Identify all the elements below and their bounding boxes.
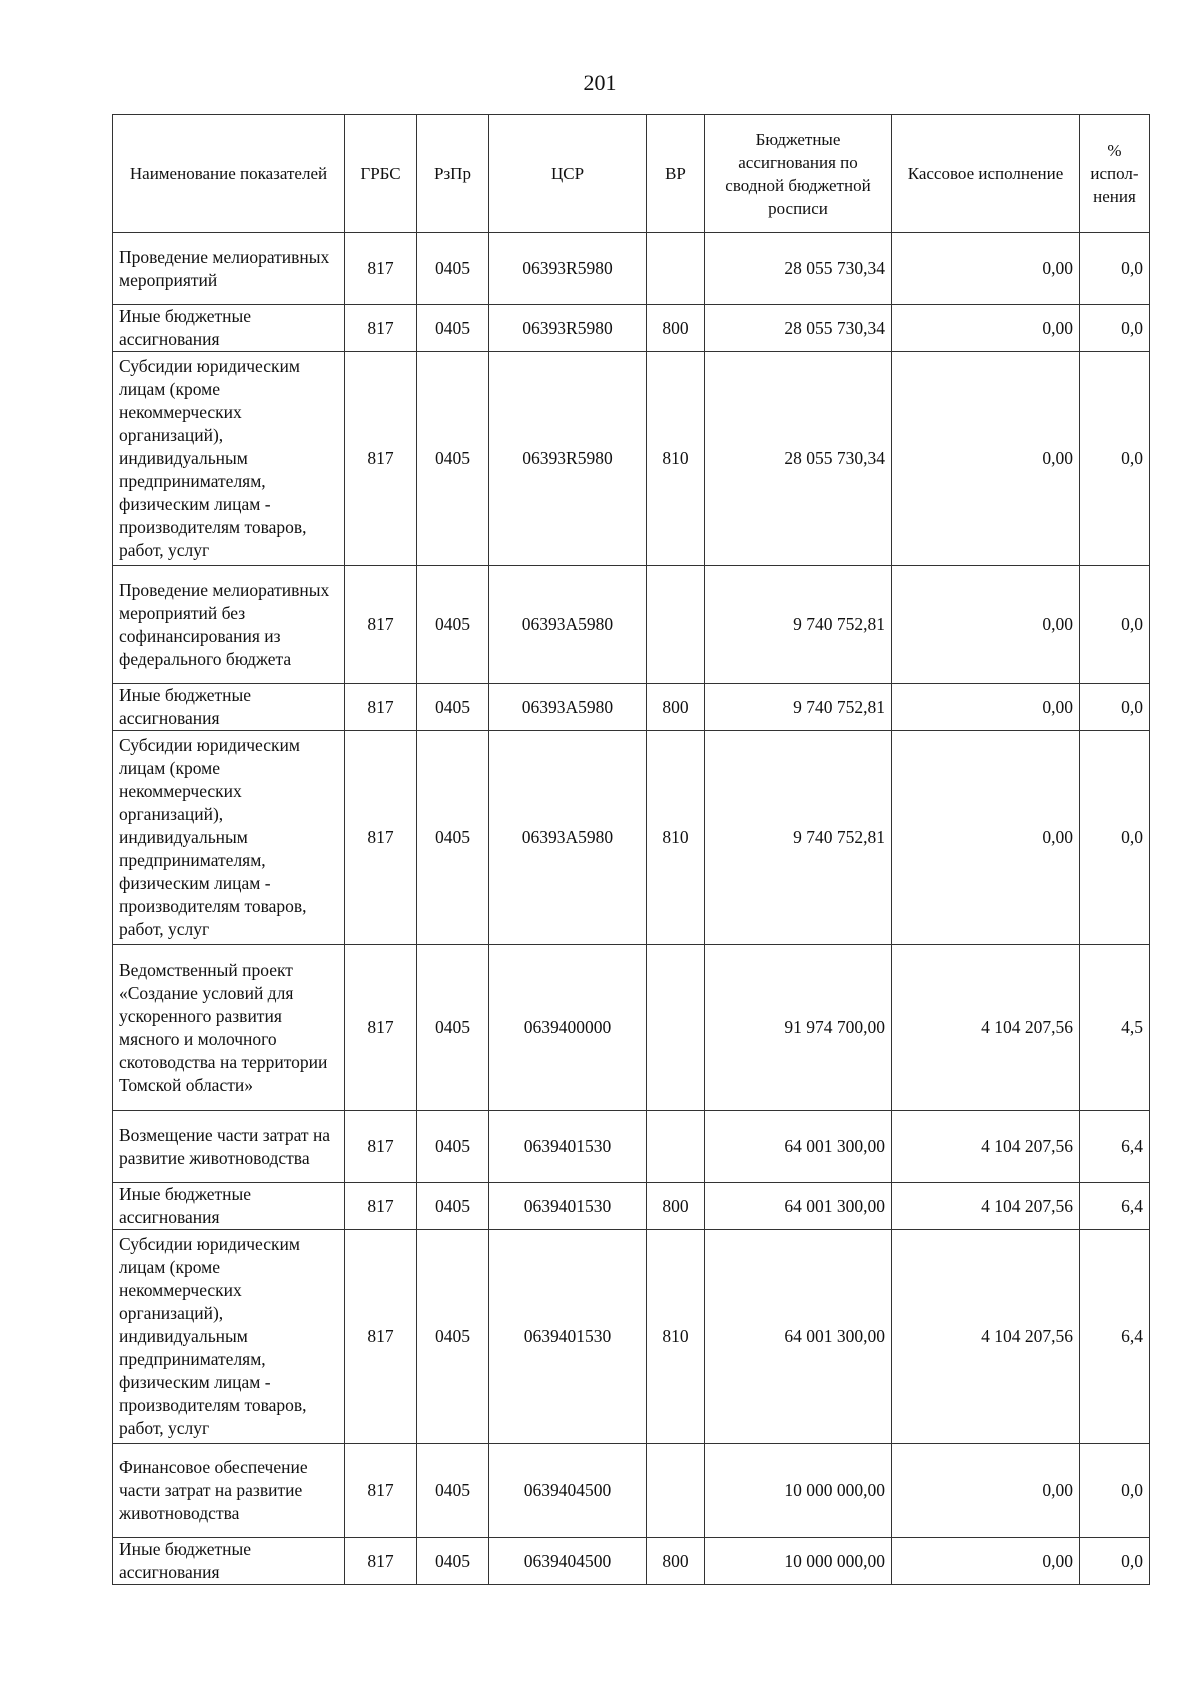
cell-rzpr: 0405 xyxy=(417,945,489,1111)
cell-csr: 0639404500 xyxy=(489,1538,647,1585)
cell-budget: 9 740 752,81 xyxy=(705,566,892,684)
cell-grbs: 817 xyxy=(345,1538,417,1585)
table-row xyxy=(113,305,1150,352)
cell-cash: 0,00 xyxy=(892,731,1080,945)
cell-csr: 0639401530 xyxy=(489,1230,647,1444)
table-row xyxy=(113,1183,1150,1230)
cell-grbs: 817 xyxy=(345,566,417,684)
cell-grbs: 817 xyxy=(345,1111,417,1183)
cell-percent: 0,0 xyxy=(1080,1538,1150,1585)
header-cash: Кассовое исполнение xyxy=(892,115,1080,233)
cell-budget: 64 001 300,00 xyxy=(705,1230,892,1444)
cell-budget: 28 055 730,34 xyxy=(705,233,892,305)
cell-budget: 10 000 000,00 xyxy=(705,1538,892,1585)
header-percent: % испол-нения xyxy=(1080,115,1150,233)
cell-csr: 06393A5980 xyxy=(489,684,647,731)
cell-vr xyxy=(647,945,705,1111)
cell-name: Иные бюджетные ассигнования xyxy=(113,684,345,731)
cell-percent: 6,4 xyxy=(1080,1230,1150,1444)
cell-rzpr: 0405 xyxy=(417,233,489,305)
cell-vr: 800 xyxy=(647,684,705,731)
cell-cash: 0,00 xyxy=(892,1538,1080,1585)
cell-vr xyxy=(647,233,705,305)
cell-vr: 810 xyxy=(647,731,705,945)
cell-percent: 0,0 xyxy=(1080,731,1150,945)
cell-percent: 6,4 xyxy=(1080,1183,1150,1230)
cell-rzpr: 0405 xyxy=(417,1183,489,1230)
table-row xyxy=(113,1444,1150,1538)
budget-execution-table xyxy=(112,114,1150,1585)
table-row xyxy=(113,1538,1150,1585)
cell-cash: 4 104 207,56 xyxy=(892,1111,1080,1183)
cell-cash: 0,00 xyxy=(892,684,1080,731)
cell-budget: 10 000 000,00 xyxy=(705,1444,892,1538)
cell-grbs: 817 xyxy=(345,1230,417,1444)
cell-percent: 0,0 xyxy=(1080,305,1150,352)
cell-vr: 800 xyxy=(647,305,705,352)
cell-rzpr: 0405 xyxy=(417,731,489,945)
table-row xyxy=(113,566,1150,684)
cell-name: Ведомственный проект «Создание условий для ускоренного развития мясного и молочного скотоводства на территории Томской области» xyxy=(113,945,345,1111)
cell-name: Субсидии юридическим лицам (кроме некоммерческих организаций), индивидуальным предпринимателям, физическим лицам - производителям товаров, работ, услуг xyxy=(113,1230,345,1444)
cell-rzpr: 0405 xyxy=(417,1538,489,1585)
cell-name: Проведение мелиоративных мероприятий xyxy=(113,233,345,305)
header-rzpr: РзПр xyxy=(417,115,489,233)
table-row xyxy=(113,1230,1150,1444)
cell-rzpr: 0405 xyxy=(417,1444,489,1538)
header-grbs: ГРБС xyxy=(345,115,417,233)
cell-rzpr: 0405 xyxy=(417,352,489,566)
cell-grbs: 817 xyxy=(345,731,417,945)
cell-grbs: 817 xyxy=(345,1444,417,1538)
cell-budget: 28 055 730,34 xyxy=(705,352,892,566)
table-row xyxy=(113,684,1150,731)
cell-budget: 64 001 300,00 xyxy=(705,1183,892,1230)
cell-grbs: 817 xyxy=(345,1183,417,1230)
cell-name: Возмещение части затрат на развитие животноводства xyxy=(113,1111,345,1183)
cell-vr xyxy=(647,1111,705,1183)
cell-cash: 0,00 xyxy=(892,305,1080,352)
header-csr: ЦСР xyxy=(489,115,647,233)
table-row xyxy=(113,945,1150,1111)
table-row xyxy=(113,731,1150,945)
cell-cash: 0,00 xyxy=(892,352,1080,566)
cell-name: Финансовое обеспечение части затрат на развитие животноводства xyxy=(113,1444,345,1538)
cell-grbs: 817 xyxy=(345,305,417,352)
cell-vr: 800 xyxy=(647,1538,705,1585)
cell-grbs: 817 xyxy=(345,352,417,566)
cell-csr: 0639404500 xyxy=(489,1444,647,1538)
cell-percent: 4,5 xyxy=(1080,945,1150,1111)
cell-csr: 0639401530 xyxy=(489,1183,647,1230)
cell-percent: 0,0 xyxy=(1080,352,1150,566)
cell-name: Проведение мелиоративных мероприятий без софинансирования из федерального бюджета xyxy=(113,566,345,684)
table-body xyxy=(113,233,1150,1585)
cell-grbs: 817 xyxy=(345,945,417,1111)
cell-percent: 0,0 xyxy=(1080,1444,1150,1538)
cell-cash: 0,00 xyxy=(892,1444,1080,1538)
cell-percent: 0,0 xyxy=(1080,233,1150,305)
cell-grbs: 817 xyxy=(345,233,417,305)
page-number: 201 xyxy=(583,70,617,95)
cell-vr xyxy=(647,566,705,684)
cell-csr: 06393A5980 xyxy=(489,566,647,684)
cell-cash: 4 104 207,56 xyxy=(892,1183,1080,1230)
cell-csr: 0639401530 xyxy=(489,1111,647,1183)
cell-vr xyxy=(647,1444,705,1538)
cell-cash: 4 104 207,56 xyxy=(892,945,1080,1111)
cell-percent: 6,4 xyxy=(1080,1111,1150,1183)
cell-rzpr: 0405 xyxy=(417,684,489,731)
cell-vr: 810 xyxy=(647,1230,705,1444)
cell-csr: 06393R5980 xyxy=(489,352,647,566)
cell-csr: 0639400000 xyxy=(489,945,647,1111)
cell-budget: 28 055 730,34 xyxy=(705,305,892,352)
cell-budget: 9 740 752,81 xyxy=(705,684,892,731)
cell-vr: 800 xyxy=(647,1183,705,1230)
cell-name: Иные бюджетные ассигнования xyxy=(113,1538,345,1585)
cell-percent: 0,0 xyxy=(1080,684,1150,731)
cell-cash: 0,00 xyxy=(892,233,1080,305)
header-vr: ВР xyxy=(647,115,705,233)
table-row xyxy=(113,233,1150,305)
cell-budget: 91 974 700,00 xyxy=(705,945,892,1111)
cell-budget: 9 740 752,81 xyxy=(705,731,892,945)
header-budget: Бюджетные ассигнования по сводной бюджетной росписи xyxy=(705,115,892,233)
cell-csr: 06393R5980 xyxy=(489,233,647,305)
cell-percent: 0,0 xyxy=(1080,566,1150,684)
cell-csr: 06393R5980 xyxy=(489,305,647,352)
cell-budget: 64 001 300,00 xyxy=(705,1111,892,1183)
cell-name: Иные бюджетные ассигнования xyxy=(113,305,345,352)
cell-grbs: 817 xyxy=(345,684,417,731)
cell-rzpr: 0405 xyxy=(417,566,489,684)
cell-cash: 0,00 xyxy=(892,566,1080,684)
table-header-row xyxy=(113,115,1150,233)
header-name: Наименование показателей xyxy=(113,115,345,233)
cell-cash: 4 104 207,56 xyxy=(892,1230,1080,1444)
cell-rzpr: 0405 xyxy=(417,305,489,352)
table-row xyxy=(113,1111,1150,1183)
cell-rzpr: 0405 xyxy=(417,1111,489,1183)
cell-csr: 06393A5980 xyxy=(489,731,647,945)
cell-name: Субсидии юридическим лицам (кроме некоммерческих организаций), индивидуальным предпринимателям, физическим лицам - производителям товаров, работ, услуг xyxy=(113,731,345,945)
cell-name: Иные бюджетные ассигнования xyxy=(113,1183,345,1230)
cell-vr: 810 xyxy=(647,352,705,566)
cell-rzpr: 0405 xyxy=(417,1230,489,1444)
table-row xyxy=(113,352,1150,566)
cell-name: Субсидии юридическим лицам (кроме некоммерческих организаций), индивидуальным предпринимателям, физическим лицам - производителям товаров, работ, услуг xyxy=(113,352,345,566)
